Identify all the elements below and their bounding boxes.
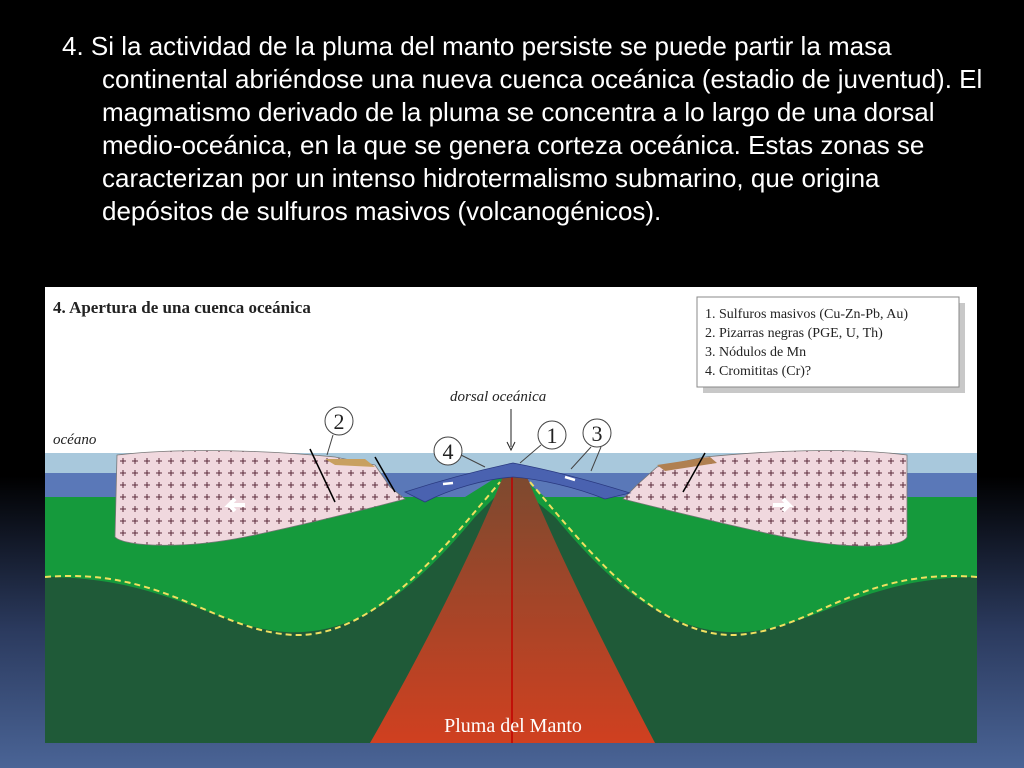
paragraph-text [62, 30, 992, 228]
legend-item-2: 2. Pizarras negras (PGE, U, Th) [705, 326, 883, 341]
ocean-label: océano [53, 432, 97, 448]
slide-paragraph [62, 30, 992, 228]
paragraph-body: Si la actividad de la pluma del manto persiste se puede partir la masa continental abriéndose una nueva cuenca oceánica (estadio de juventud). El magmatismo derivado de la pluma se concentra a lo largo de una dorsal medio-oceánica, en la que se genera corteza oceánica. Estas zonas se caracterizan por un intenso hidrotermalismo submarino, que origina depósitos de sulfuros masivos (volcanogénicos). [90, 31, 983, 226]
plume-label: Pluma del Manto [444, 715, 582, 737]
legend-item-4: 4. Cromititas (Cr)? [705, 364, 812, 379]
legend-item-3: 3. Nódulos de Mn [705, 345, 807, 360]
svg-text:3: 3 [591, 421, 603, 446]
svg-text:1: 1 [546, 423, 558, 448]
diagram-title: 4. Apertura de una cuenca oceánica [53, 298, 311, 317]
geology-diagram [45, 287, 977, 743]
diagram-canvas [45, 287, 977, 743]
paragraph-number: 4. [62, 31, 84, 61]
ridge-label: dorsal oceánica [450, 389, 547, 405]
svg-text:2: 2 [333, 409, 345, 434]
legend-item-1: 1. Sulfuros masivos (Cu-Zn-Pb, Au) [705, 307, 908, 322]
small-arrow-left [443, 483, 453, 484]
svg-text:4: 4 [442, 439, 454, 464]
